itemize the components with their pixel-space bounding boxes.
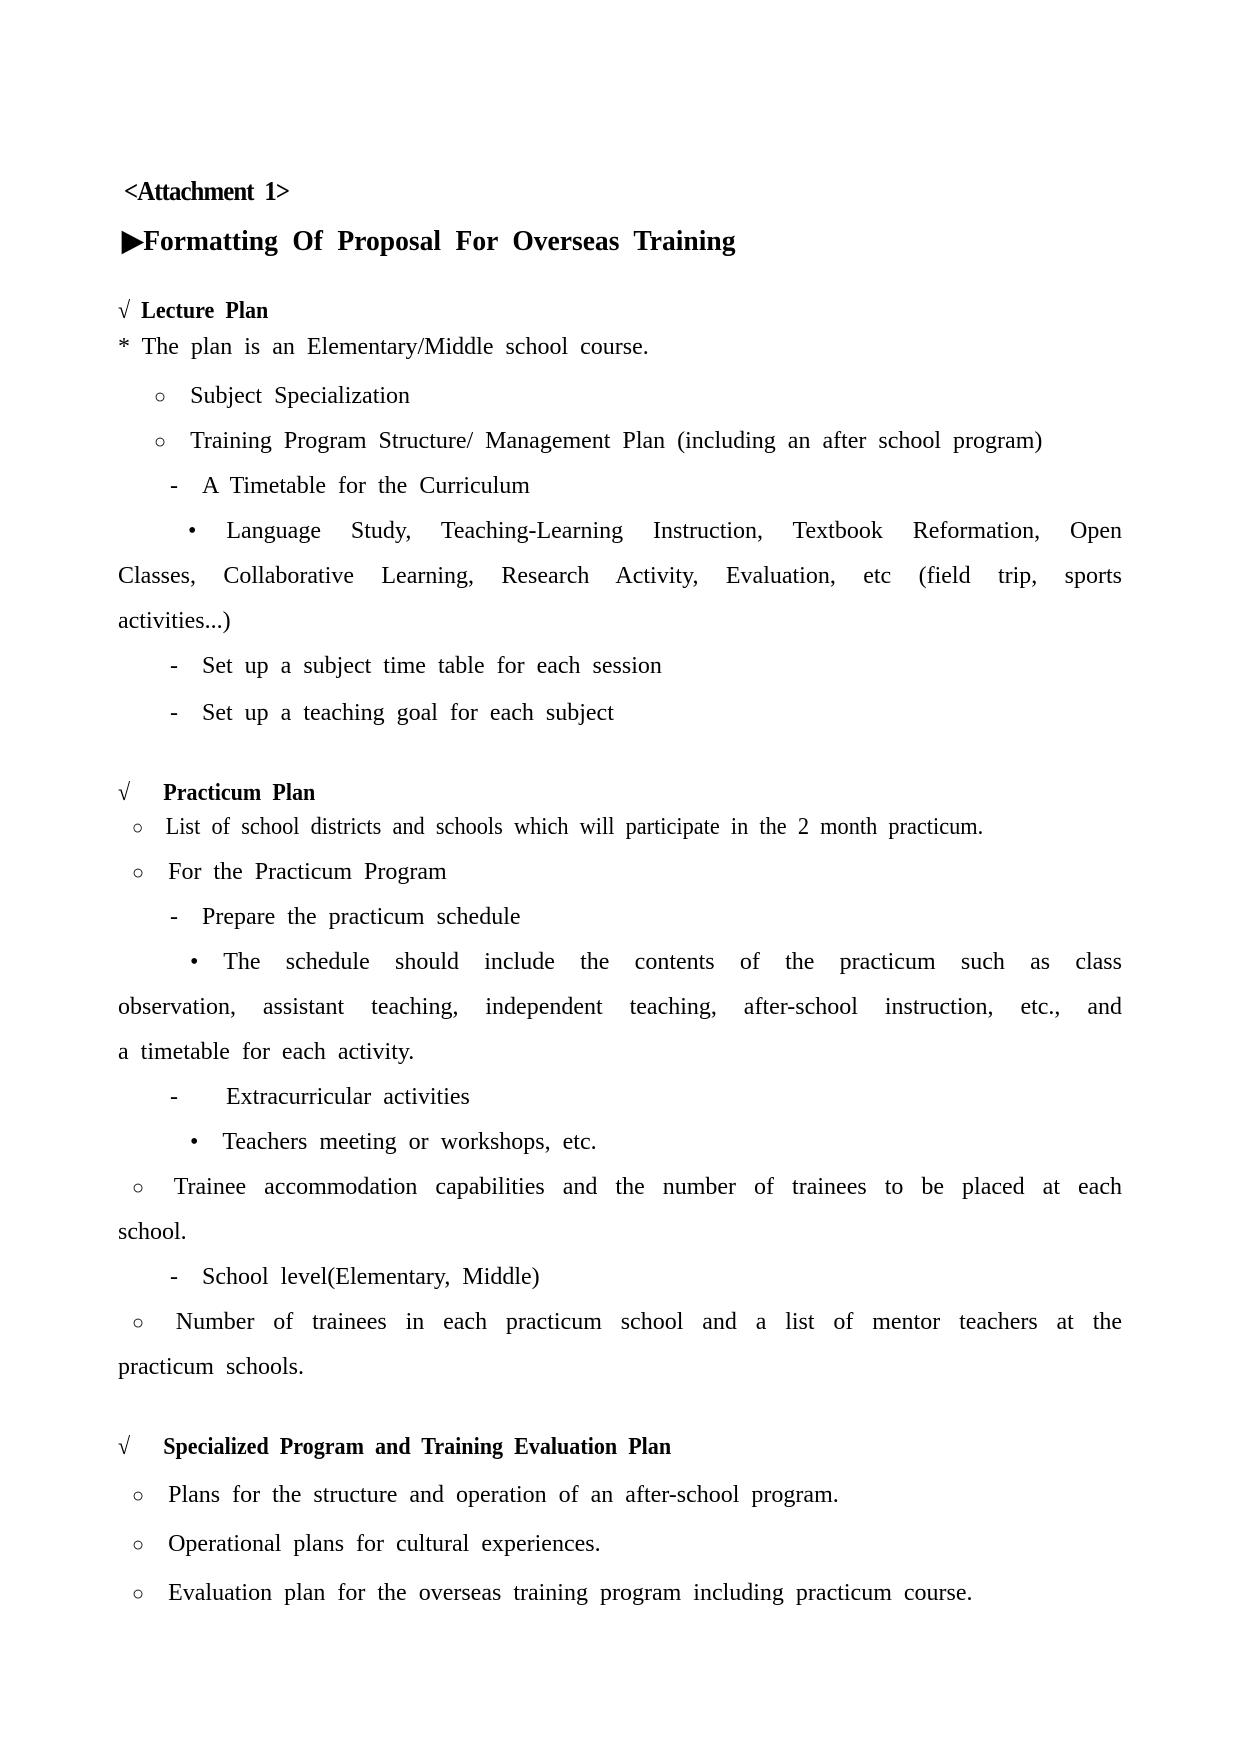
item-text: Prepare the practicum schedule xyxy=(202,904,521,930)
document-title xyxy=(122,226,735,256)
item-text: Training Program Structure/ Management Plan (including an after school program) xyxy=(190,428,1043,454)
triangle-marker-icon: ▶ xyxy=(122,225,144,257)
item-text: Subject Specialization xyxy=(190,383,411,409)
lecture-plan-note: * The plan is an Elementary/Middle school course. xyxy=(118,334,649,360)
check-icon: √ xyxy=(118,1434,131,1460)
paragraph-line: Classes, Collaborative Learning, Research Activity, Evaluation, etc (field trip, sports xyxy=(118,563,1122,589)
list-item xyxy=(170,698,614,728)
dash-bullet-icon: - xyxy=(170,653,178,679)
list-item xyxy=(132,812,983,843)
item-text: Teachers meeting or workshops, etc. xyxy=(222,1129,597,1155)
title-text: Formatting Of Proposal For Overseas Training xyxy=(143,225,736,257)
item-text: Evaluation plan for the overseas training program including practicum course. xyxy=(168,1580,973,1606)
item-text: Number of trainees in each practicum school and a list of mentor teachers at the xyxy=(175,1309,1123,1335)
circle-bullet-icon: ○ xyxy=(132,817,144,839)
circle-bullet-icon: ○ xyxy=(154,386,167,408)
item-text: Set up a subject time table for each session xyxy=(202,653,662,679)
paragraph-line: observation, assistant teaching, independent teaching, after-school instruction, etc., and xyxy=(118,994,1122,1020)
paragraph-line xyxy=(132,1307,1122,1338)
heading-text: Lecture Plan xyxy=(141,298,269,324)
list-item xyxy=(190,1127,597,1157)
circle-bullet-icon: ○ xyxy=(132,862,145,884)
item-text: Extracurricular activities xyxy=(226,1084,470,1110)
paragraph-line xyxy=(188,516,1122,546)
list-item xyxy=(170,1262,540,1292)
list-item xyxy=(170,902,521,932)
paragraph-line xyxy=(132,1172,1122,1203)
circle-bullet-icon: ○ xyxy=(132,1312,157,1334)
circle-bullet-icon: ○ xyxy=(132,1534,145,1556)
item-text: The schedule should include the contents of the practicum such as class xyxy=(223,949,1122,975)
dash-bullet-icon: - xyxy=(170,700,178,726)
paragraph-line: activities...) xyxy=(118,608,231,634)
dash-bullet-icon: - xyxy=(170,473,178,499)
paragraph-line: practicum schools. xyxy=(118,1354,304,1380)
item-text: For the Practicum Program xyxy=(168,859,447,885)
item-text: Operational plans for cultural experiences. xyxy=(168,1531,601,1557)
list-item xyxy=(170,651,662,681)
paragraph-line: a timetable for each activity. xyxy=(118,1039,415,1065)
item-text: Set up a teaching goal for each subject xyxy=(202,700,614,726)
section-heading-lecture-plan xyxy=(118,296,268,326)
heading-text: Specialized Program and Training Evaluation Plan xyxy=(163,1434,672,1460)
list-item xyxy=(154,381,410,412)
paragraph-line xyxy=(190,947,1122,977)
dash-bullet-icon: - xyxy=(170,1264,178,1290)
item-text: Language Study, Teaching-Learning Instruction, Textbook Reformation, Open xyxy=(226,518,1123,544)
section-heading-specialized-program xyxy=(118,1432,671,1462)
check-icon: √ xyxy=(118,780,131,806)
item-text: Plans for the structure and operation of an after-school program. xyxy=(168,1482,839,1508)
dash-bullet-icon: - xyxy=(170,904,178,930)
section-heading-practicum-plan xyxy=(118,778,315,808)
item-text: School level(Elementary, Middle) xyxy=(202,1264,540,1290)
dot-bullet-icon: • xyxy=(190,1129,199,1155)
list-item xyxy=(170,471,530,501)
item-text: A Timetable for the Curriculum xyxy=(202,473,530,499)
list-item xyxy=(132,1578,973,1609)
paragraph-line: school. xyxy=(118,1219,187,1245)
circle-bullet-icon: ○ xyxy=(132,1485,145,1507)
dot-bullet-icon: • xyxy=(190,949,199,975)
circle-bullet-icon: ○ xyxy=(154,431,167,453)
check-icon: √ xyxy=(118,298,131,324)
circle-bullet-icon: ○ xyxy=(132,1177,157,1199)
item-text: List of school districts and schools which will participate in the 2 month practicum. xyxy=(165,814,984,840)
list-item xyxy=(132,857,447,888)
item-text: Trainee accommodation capabilities and the number of trainees to be placed at each xyxy=(173,1174,1122,1200)
circle-bullet-icon: ○ xyxy=(132,1583,145,1605)
list-item xyxy=(132,1480,839,1511)
dash-bullet-icon: - xyxy=(170,1084,178,1110)
dot-bullet-icon: • xyxy=(188,518,197,544)
list-item xyxy=(154,426,1042,457)
attachment-label: <Attachment 1> xyxy=(124,176,290,206)
heading-text: Practicum Plan xyxy=(163,780,316,806)
list-item xyxy=(170,1082,470,1112)
list-item xyxy=(132,1529,601,1560)
